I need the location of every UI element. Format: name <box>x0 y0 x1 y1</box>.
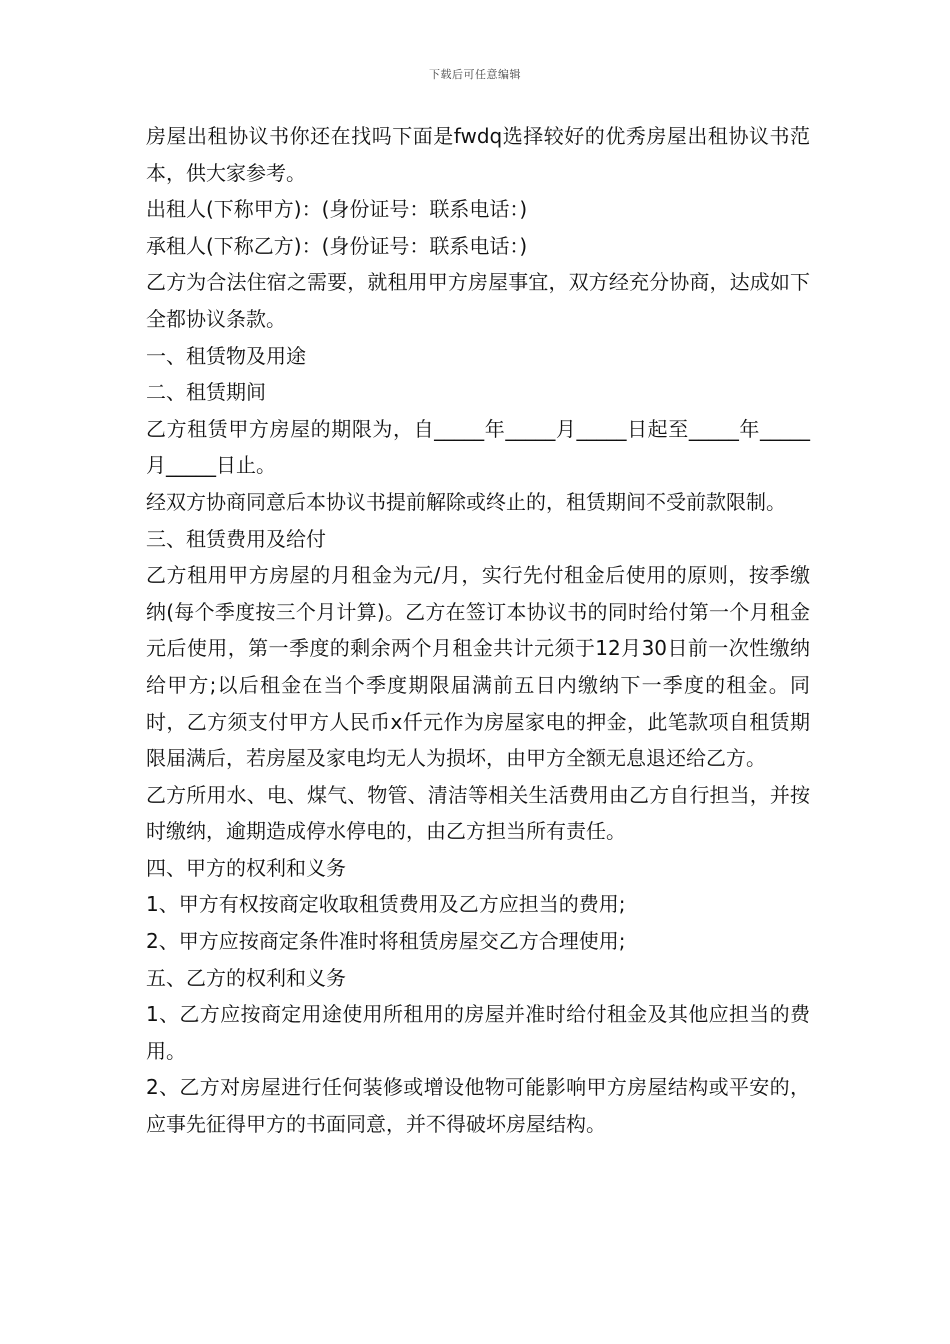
lessor-line: 出租人(下称甲方)：(身份证号：联系电话：) <box>146 197 528 222</box>
lease-term-paragraph: 乙方租赁甲方房屋的期限为，自_____年_____月_____日起至_____年_____月_____日止。 <box>146 416 810 478</box>
agreement-preamble: 乙方为合法住宿之需要，就租用甲方房屋事宜，双方经充分协商，达成如下全都协议条款。 <box>146 270 810 331</box>
intro-paragraph: 房屋出租协议书你还在找吗下面是fwdq选择较好的优秀房屋出租协议书范本，供大家参考。 <box>146 124 810 185</box>
section-heading-5: 五、乙方的权利和义务 <box>146 965 346 990</box>
section-heading-4: 四、甲方的权利和义务 <box>146 855 346 880</box>
lessee-line: 承租人(下称乙方)：(身份证号：联系电话：) <box>146 233 528 258</box>
lessee-right-1: 1、乙方应按商定用途使用所租用的房屋并准时给付租金及其他应担当的费用。 <box>146 1002 810 1063</box>
utilities-paragraph: 乙方所用水、电、煤气、物管、清洁等相关生活费用由乙方自行担当，并按时缴纳，逾期造成停水停电的，由乙方担当所有责任。 <box>146 782 810 844</box>
page-header-note: 下载后可任意编辑 <box>429 68 521 81</box>
rent-payment-paragraph: 乙方租用甲方房屋的月租金为元/月，实行先付租金后使用的原则，按季缴纳(每个季度按三个月计算)。乙方在签订本协议书的同时给付第一个月租金元后使用，第一季度的剩余两个月租金共计元须于12月30日前一次性缴纳给甲方;以后租金在当个季度期限届满前五日内缴纳下一季度的租金。同时，乙方须支付甲方人民币x仟元作为房屋家电的押金，此笔款项自租赁期限届满后，若房屋及家电均无人为损坏，由甲方全额无息退还给乙方。 <box>146 563 810 771</box>
lessor-right-1: 1、甲方有权按商定收取租赁费用及乙方应担当的费用; <box>146 892 626 917</box>
early-termination-paragraph: 经双方协商同意后本协议书提前解除或终止的，租赁期间不受前款限制。 <box>146 489 786 514</box>
lessor-right-2: 2、甲方应按商定条件准时将租赁房屋交乙方合理使用; <box>146 929 626 954</box>
document-body <box>146 118 810 1143</box>
section-heading-2: 二、租赁期间 <box>146 380 266 405</box>
lessee-right-2: 2、乙方对房屋进行任何装修或增设他物可能影响甲方房屋结构或平安的，应事先征得甲方的书面同意，并不得破坏房屋结构。 <box>146 1075 810 1137</box>
section-heading-1: 一、租赁物及用途 <box>146 343 306 368</box>
section-heading-3: 三、租赁费用及给付 <box>146 526 326 551</box>
